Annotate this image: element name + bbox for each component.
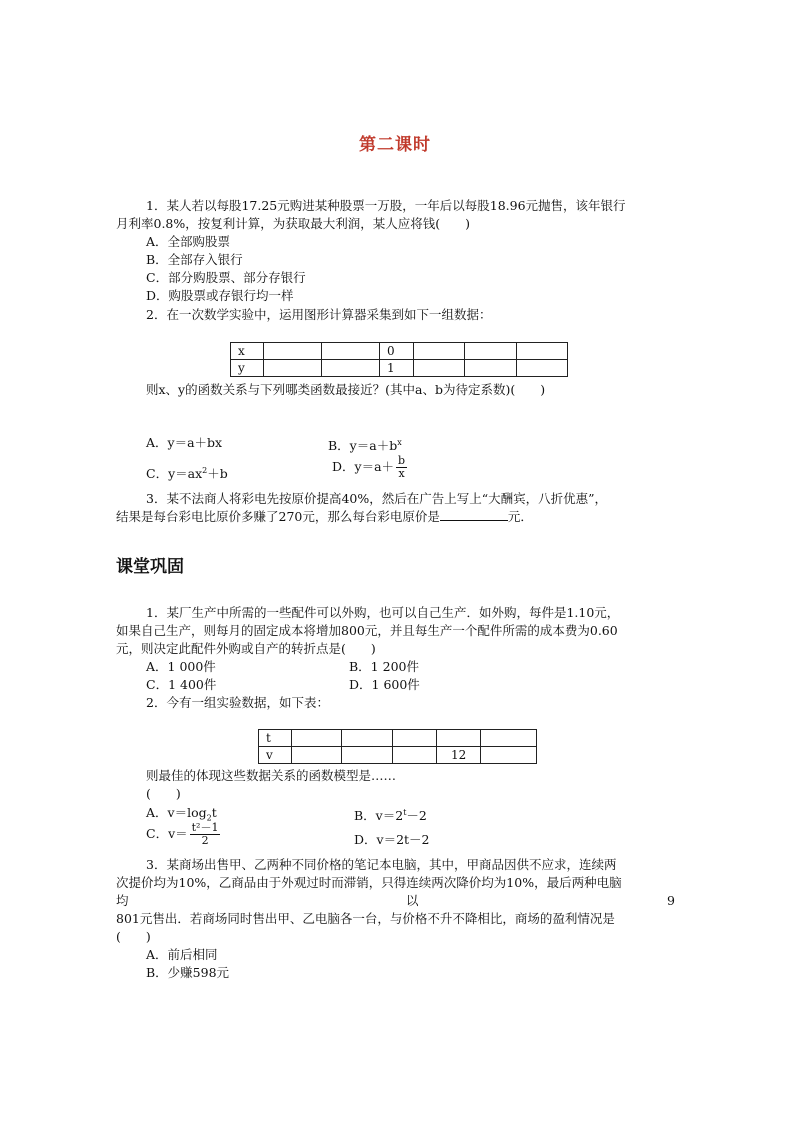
p2-q1-option-d: D．1 600件 xyxy=(349,677,420,692)
table-cell xyxy=(517,343,568,360)
p2-q1-option-c: C．1 400件 xyxy=(146,677,217,692)
q1-line1: 1．某人若以每股17.25元购进某种股票一万股，一年后以每股18.96元抛售，该年银行 xyxy=(146,198,626,213)
p2-q1-option-a: A．1 000件 xyxy=(146,659,216,674)
table-cell xyxy=(342,730,393,747)
q1-option-c: C．部分购股票、部分存银行 xyxy=(146,270,306,285)
p2-q3-line3-right: 9 xyxy=(667,893,675,908)
p2-q3-line3-left: 均 xyxy=(116,893,129,908)
q2-option-b: B．$y=a+b^x$ xyxy=(328,438,402,454)
table-cell: t xyxy=(259,730,292,747)
table-cell xyxy=(292,747,342,764)
p2-q2-option-b: B．$v=2^t-2$ xyxy=(354,808,427,824)
table-cell xyxy=(414,360,465,377)
table-cell xyxy=(393,730,437,747)
p2-q1-line1: 1．某厂生产中所需的一些配件可以外购，也可以自己生产．如外购，每件是1.10元， xyxy=(146,605,620,620)
table-cell xyxy=(465,343,517,360)
tv-data-table xyxy=(258,729,537,764)
p2-q3-line3-mid: 以 xyxy=(406,893,419,908)
table-cell xyxy=(292,730,342,747)
p2-q1-option-b: B．1 200件 xyxy=(349,659,419,674)
table-cell xyxy=(264,343,322,360)
p2-q2-stem: 2．今有一组实验数据，如下表： xyxy=(146,695,329,710)
table-cell: v xyxy=(259,747,292,764)
p2-q1-line2: 如果自己生产，则每月的固定成本将增加800元，并且每生产一个配件所需的成本费为0.60 xyxy=(116,623,618,638)
q1-option-d: D．购股票或存银行均一样 xyxy=(146,288,294,303)
table-cell xyxy=(517,360,568,377)
table-cell: 0 xyxy=(380,343,414,360)
q2-option-a: A．y＝a＋bx xyxy=(146,435,223,450)
q2-stem: 2．在一次数学实验中，运用图形计算器采集到如下一组数据： xyxy=(146,307,492,322)
table-row xyxy=(259,730,537,747)
q1-option-b: B．全部存入银行 xyxy=(146,252,243,267)
q3-line1: 3．某不法商人将彩电先按原价提高40%，然后在广告上写上“大酬宾，八折优惠”， xyxy=(146,491,608,506)
table-cell: 12 xyxy=(437,747,481,764)
table-cell xyxy=(465,360,517,377)
p2-q2-option-c: C．v＝ $\frac{\text{t²－1}}{2}$ xyxy=(146,821,219,847)
p2-q3-line2: 次提价均为10%，乙商品由于外观过时而滞销，只得连续两次降价均为10%，最后两种电脑 xyxy=(116,875,622,890)
table-cell: 1 xyxy=(380,360,414,377)
p2-q2-paren: ( ) xyxy=(146,786,181,801)
xy-data-table xyxy=(230,342,568,377)
table-cell xyxy=(264,360,322,377)
table-cell xyxy=(481,747,537,764)
q2-question: 则x、y的函数关系与下列哪类函数最接近？(其中a、b为待定系数)( ) xyxy=(146,382,546,397)
table-cell xyxy=(342,747,393,764)
table-cell xyxy=(414,343,465,360)
section-heading: 课堂巩固 xyxy=(116,557,184,577)
table-row xyxy=(259,747,537,764)
page-title: 第二课时 xyxy=(359,135,431,155)
fraction: $\frac{b}{x}$ xyxy=(398,454,406,480)
fraction: $\frac{\text{t²－1}}{2}$ xyxy=(191,821,219,847)
table-row xyxy=(231,343,568,360)
p2-q1-line3: 元，则决定此配件外购或自产的转折点是( ) xyxy=(116,641,376,656)
table-cell xyxy=(481,730,537,747)
table-cell: x xyxy=(231,343,264,360)
table-cell xyxy=(322,343,380,360)
q3-line2: 结果是每台彩电比原价多赚了270元，那么每台彩电原价是 元． xyxy=(116,509,533,524)
table-cell xyxy=(322,360,380,377)
p2-q3-line4: 801元售出．若商场同时售出甲、乙电脑各一台，与价格不升不降相比，商场的盈利情况是 xyxy=(116,911,615,926)
table-row xyxy=(231,360,568,377)
table-cell xyxy=(437,730,481,747)
p2-q3-option-b: B．少赚598元 xyxy=(146,965,230,980)
q1-line2: 月利率0.8%，按复利计算，为获取最大利润，某人应将钱( ) xyxy=(116,216,471,231)
q2-option-c: C．$y=ax^2+b$ xyxy=(146,466,228,482)
table-cell: y xyxy=(231,360,264,377)
q2-option-d: D．y＝a＋ $\frac{b}{x}$ xyxy=(332,454,406,480)
table-cell xyxy=(393,747,437,764)
p2-q2-question: 则最佳的体现这些数据关系的函数模型是…… xyxy=(146,768,397,783)
answer-blank xyxy=(440,508,508,521)
p2-q2-option-a: A．$v=\log_2t$ xyxy=(146,805,217,823)
p2-q3-line1: 3．某商场出售甲、乙两种不同价格的笔记本电脑，其中，甲商品因供不应求，连续两 xyxy=(146,857,617,872)
p2-q3-option-a: A．前后相同 xyxy=(146,947,218,962)
q1-option-a: A．全部购股票 xyxy=(146,234,231,249)
p2-q3-paren: ( ) xyxy=(116,929,151,944)
p2-q2-option-d: D．v＝2t－2 xyxy=(354,832,430,847)
